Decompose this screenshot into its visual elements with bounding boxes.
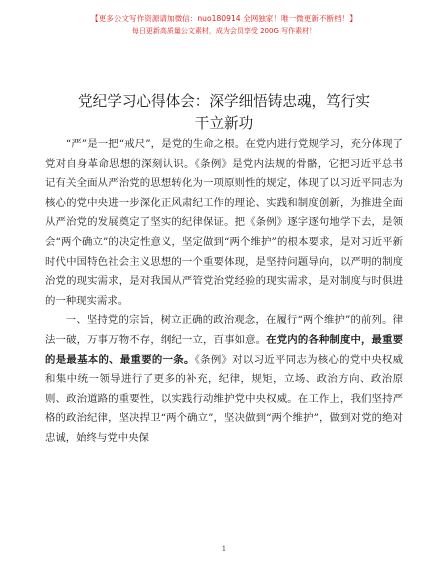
page-number: 1 bbox=[221, 545, 227, 553]
paragraph-2 bbox=[45, 311, 403, 448]
document-body bbox=[45, 135, 403, 449]
promo-banner bbox=[0, 12, 448, 38]
document-title bbox=[40, 91, 408, 135]
paragraph-1: “严”是一把“戒尺”，是党的生命之根。在党内进行党规学习，充分体现了党对自身革命思想的深刻认识。《条例》是党内法规的骨骼，它把习近平总书记有关全面从严治党的思想转化为一项原则性的规定，体现了以习近平同志为核心的党中央进一步深化正风肃纪工作的理论、实践和制度创新，为推进全面从严治党的发展奠定了坚实的纪律保证。把《条例》逐字逐句地学下去，是领会“两个确立”的决定性意义，坚定做到“两个维护”的根本要求，是对习近平新时代中国特色社会主义思想的一个重要体现，是坚持问题导向，以严明的制度治党的现实需求，是对我国从严管党治党经验的现实需求，是对制度与时俱进的一种现实需求。 bbox=[45, 138, 403, 307]
promo-line-1: 【更多公文写作资源请加微信：nuo180914 全网独家！唯一微更新不断档！】 bbox=[91, 14, 357, 23]
paragraph-2-rest: 《条例》对以习近平同志为核心的党中央权威和集中统一领导进行了更多的补充，纪律，规矩，立场、政治方向、政治原则、政治道路的重要性，以实践行动维护党中央权威。在工作上，我们坚持严格的政治纪律，坚决捍卫“两个确立”，坚决做到“两个维护”，做到对党的绝对忠诚，始终与党中央保 bbox=[45, 353, 403, 444]
title-line-2: 干立新功 bbox=[194, 115, 254, 132]
paragraph-2-intro: 一、坚持党的宗旨，树立正确的政治观念，在履行“两个维护”的前列。律法一破，万事万物不存，纲纪一立，百事如意。 bbox=[45, 314, 403, 346]
title-line-1: 党纪学习心得体会：深学细悟铸忠魂，笃行实 bbox=[78, 93, 370, 110]
paragraph-2-bold: 在党内的各种制度中，最重要的是最基本的、最重要的一条。 bbox=[45, 333, 404, 366]
promo-line-2: 每日更新高质量公文素材，成为会员享受 200G 写作素材！ bbox=[131, 27, 317, 35]
